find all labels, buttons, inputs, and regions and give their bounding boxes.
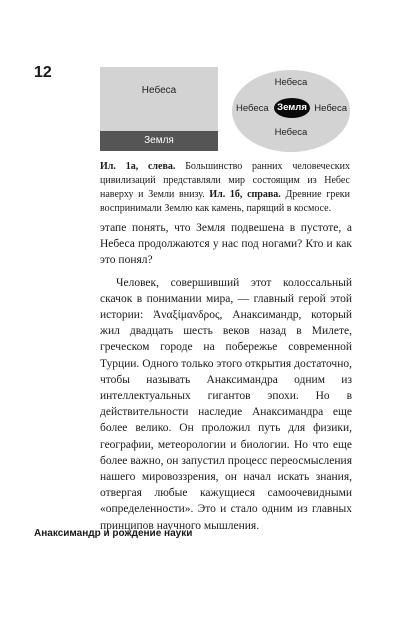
flat-earth-illustration bbox=[100, 67, 218, 151]
paragraph-2: Человек, совершивший этот колоссальный скачок в понимании мира, — главный герой этой истории: Ἀναξίμανδρος, Анаксимандр, который жил двадцать шесть веков назад в Милете, греческом городе на побережье современной Турции. Одного только этого открытия достаточно, чтобы называть Анаксимандра одним из интеллектуальных гигантов эпохи. Но в действительности наследие Анаксимандра еще более велико. Он проложил путь для физики, географии, метеорологии и биологии. Но что еще более важно, он запустил процесс переосмысления нашего мировоззрения, он начал искать знания, отвергая любые кажущиеся самоочевидными «определенности». Это и стало одним из главных принципов научного мышления. bbox=[100, 276, 352, 532]
figure-caption bbox=[100, 160, 350, 216]
floating-earth-illustration bbox=[232, 70, 350, 152]
heavens-left-label: Небеса bbox=[236, 103, 269, 114]
heavens-label: Небеса bbox=[141, 85, 177, 96]
paragraph-1: этапе понять, что Земля подвешена в пустоте, а Небеса продолжаются у нас под ногами? Кто и как это понял? bbox=[100, 222, 352, 267]
caption-text-2: Древние греки воспринимали Землю как камень, парящий в космосе. bbox=[100, 189, 350, 214]
earth-band: Земля bbox=[100, 131, 218, 151]
heavens-right-label: Небеса bbox=[314, 103, 347, 114]
caption-label-2: Ил. 1б, справа. bbox=[209, 189, 281, 200]
running-footer-title: Анаксимандр и рождение науки bbox=[34, 528, 193, 539]
caption-label-1: Ил. 1а, слева. bbox=[100, 161, 176, 172]
caption-text-1: Большинство ранних человеческих цивилизаций представляли мир состоящим из Небес наверху и Земли внизу. bbox=[100, 161, 350, 200]
page-number: 12 bbox=[34, 64, 52, 81]
body-text bbox=[100, 220, 352, 534]
earth-disc: Земля bbox=[274, 98, 310, 118]
heavens-top-label: Небеса bbox=[274, 77, 308, 88]
heavens-bottom-label: Небеса bbox=[274, 127, 308, 138]
